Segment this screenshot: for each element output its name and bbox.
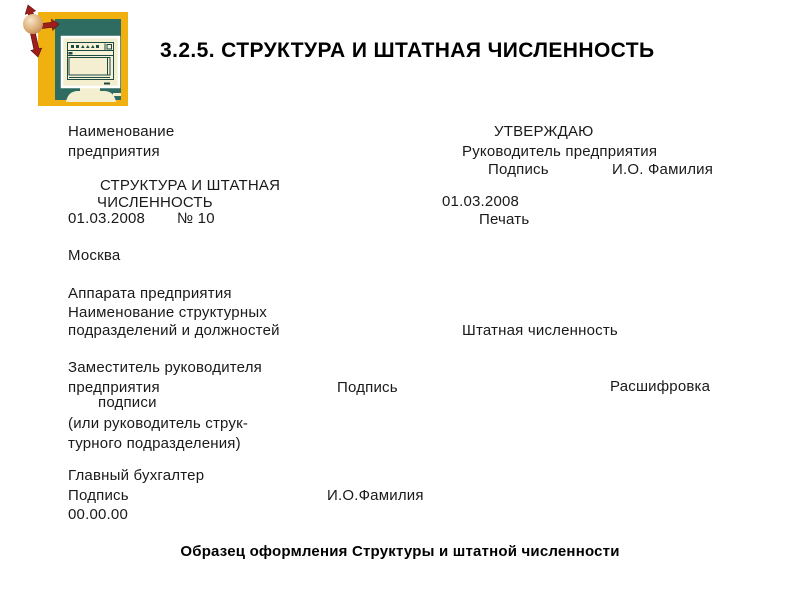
- approve-stamp: УТВЕРЖДАЮ: [494, 123, 594, 140]
- approve-sign-label: Подпись: [488, 161, 549, 178]
- deputy-line2: предприятия: [68, 379, 160, 396]
- col-header-right: Штатная численность: [462, 322, 618, 339]
- deputy-alt-line2: турного подразделения): [68, 435, 241, 452]
- approve-date: 01.03.2008: [442, 193, 520, 210]
- computer-monitor-icon: [18, 3, 133, 110]
- deputy-line1: Заместитель руководителя: [68, 359, 262, 376]
- transcript-label-1: Расшифровка: [610, 378, 711, 395]
- col-header-left-line1: Наименование структурных: [68, 304, 268, 321]
- org-name-line2: предприятия: [68, 143, 160, 160]
- org-name-line1: Наименование: [68, 123, 175, 140]
- col-header-left-line2: подразделений и должностей: [68, 322, 280, 339]
- doc-date: 01.03.2008: [68, 210, 146, 227]
- doc-heading-line1: СТРУКТУРА И ШТАТНАЯ: [100, 177, 281, 194]
- transcript-label-2: подписи: [98, 394, 157, 411]
- approver-title: Руководитель предприятия: [462, 143, 658, 160]
- accountant-name: И.О.Фамилия: [327, 487, 424, 504]
- deputy-sign-label: Подпись: [337, 379, 398, 396]
- seal-label: Печать: [479, 211, 530, 228]
- computer-monitor-clipart: [18, 3, 133, 110]
- deputy-alt-line1: (или руководитель струк-: [68, 415, 249, 432]
- accountant-sign-label: Подпись: [68, 487, 129, 504]
- slide-title: 3.2.5. СТРУКТУРА И ШТАТНАЯ ЧИСЛЕННОСТЬ: [160, 39, 655, 62]
- accountant-title: Главный бухгалтер: [68, 467, 205, 484]
- accountant-date: 00.00.00: [68, 506, 128, 523]
- sphere-icon: [23, 14, 43, 34]
- doc-heading-line2: ЧИСЛЕННОСТЬ: [97, 194, 213, 211]
- approve-name: И.О. Фамилия: [612, 161, 714, 178]
- doc-number: № 10: [177, 210, 215, 227]
- apparatus-line: Аппарата предприятия: [68, 285, 232, 302]
- footer-caption: Образец оформления Структуры и штатной численности: [180, 543, 620, 560]
- city: Москва: [68, 247, 121, 264]
